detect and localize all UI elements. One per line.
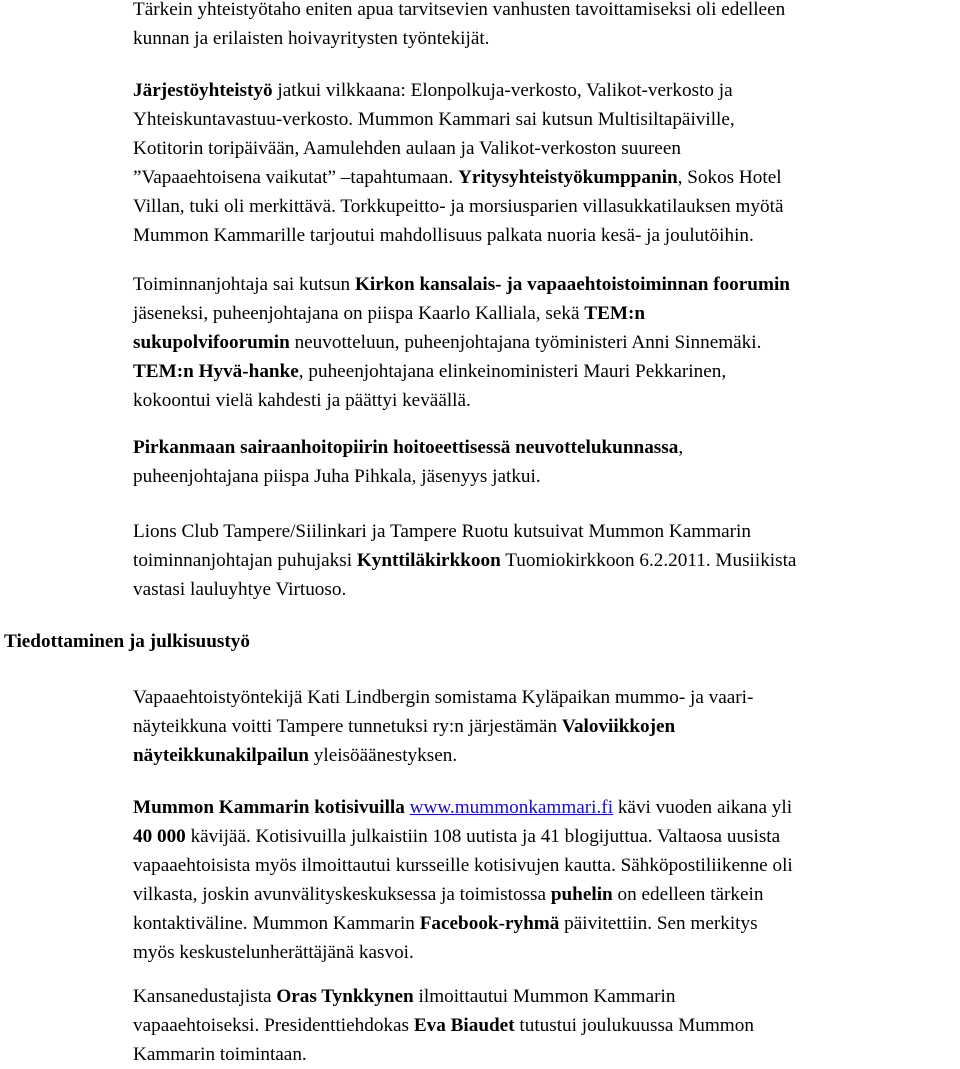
text-run: kunnan ja erilaisten hoivayritysten työntekijät. bbox=[133, 28, 490, 49]
bold-text: Oras Tynkkynen bbox=[276, 986, 414, 1007]
text-line bbox=[133, 546, 958, 575]
paragraph-politicians bbox=[133, 982, 958, 1069]
text-run: vapaaehtoiseksi. Presidenttiehdokas bbox=[133, 1015, 414, 1036]
text-line bbox=[133, 386, 958, 415]
text-line bbox=[133, 433, 958, 462]
text-run: jäseneksi, puheenjohtajana on piispa Kaarlo Kalliala, sekä bbox=[133, 303, 585, 324]
bold-text: Kirkon kansalais- ja vapaaehtoistoiminnan foorumin bbox=[354, 274, 790, 295]
bold-text: TEM:n Hyvä-hanke bbox=[133, 361, 299, 382]
text-run: Toiminnanjohtaja sai kutsun bbox=[133, 274, 355, 295]
section-heading: Tiedottaminen ja julkisuustyö bbox=[4, 631, 250, 652]
bold-text: Järjestöyhteistyö bbox=[133, 80, 273, 101]
paragraph-ethics-committee bbox=[133, 433, 958, 491]
bold-text: puhelin bbox=[550, 884, 613, 905]
text-line bbox=[133, 163, 958, 192]
text-run: päivitettiin. Sen merkitys bbox=[559, 913, 758, 934]
text-run: myös keskustelunherättäjänä kasvoi. bbox=[133, 942, 414, 963]
text-run: tutustui joulukuussa Mummon bbox=[514, 1015, 754, 1036]
text-run: ”Vapaaehtoisena vaikutat” –tapahtumaan. bbox=[133, 167, 458, 188]
text-run: yleisöäänestyksen. bbox=[308, 745, 458, 766]
text-run: kontaktiväline. Mummon Kammarin bbox=[133, 913, 420, 934]
text-line bbox=[133, 712, 958, 741]
text-run: kävijää. Kotisivuilla julkaistiin 108 uutista ja 41 blogijuttua. Valtaosa uusista bbox=[185, 826, 781, 847]
bold-text: näyteikkunakilpailun bbox=[133, 745, 309, 766]
text-run: , puheenjohtajana elinkeinoministeri Mauri Pekkarinen, bbox=[298, 361, 727, 382]
text-run: neuvotteluun, puheenjohtajana työministeri Anni Sinnemäki. bbox=[289, 332, 762, 353]
text-line bbox=[133, 982, 958, 1011]
text-line bbox=[133, 575, 958, 604]
text-line bbox=[133, 909, 958, 938]
text-line bbox=[133, 517, 958, 546]
text-run: toiminnanjohtajan puhujaksi bbox=[133, 550, 357, 571]
bold-text: Kynttiläkirkkoon bbox=[356, 550, 501, 571]
text-run: puheenjohtajana piispa Juha Pihkala, jäsenyys jatkui. bbox=[133, 466, 541, 487]
text-line bbox=[133, 741, 958, 770]
text-line bbox=[133, 822, 958, 851]
bold-text: Yritysyhteistyökumppanin bbox=[457, 167, 678, 188]
bold-text: Valoviikkojen bbox=[561, 716, 676, 737]
paragraph-forums bbox=[133, 270, 958, 415]
paragraph-partners bbox=[133, 0, 958, 53]
text-line bbox=[133, 192, 958, 221]
text-run: Yhteiskuntavastuu-verkosto. Mummon Kammari sai kutsun Multisiltapäiville, bbox=[133, 109, 735, 130]
text-line bbox=[133, 462, 958, 491]
text-run: Kansanedustajista bbox=[133, 986, 277, 1007]
text-line bbox=[133, 793, 958, 822]
text-run: näyteikkuna voitti Tampere tunnetuksi ry:n järjestämän bbox=[133, 716, 562, 737]
text-line bbox=[133, 328, 958, 357]
text-line bbox=[133, 1040, 958, 1069]
bold-text: Eva Biaudet bbox=[413, 1015, 515, 1036]
text-line bbox=[133, 134, 958, 163]
text-run: vilkasta, joskin avunvälityskeskuksessa ja toimistossa bbox=[133, 884, 551, 905]
text-run: vapaaehtoisista myös ilmoittautui kursseille kotisivujen kautta. Sähköpostiliikenne oli bbox=[133, 855, 793, 876]
bold-text: TEM:n bbox=[584, 303, 646, 324]
text-line bbox=[133, 1011, 958, 1040]
website-link[interactable]: www.mummonkammari.fi bbox=[409, 797, 614, 818]
bold-text: Pirkanmaan sairaanhoitopiirin hoitoeettisessä neuvottelukunnassa bbox=[133, 437, 679, 458]
text-line bbox=[133, 938, 958, 967]
text-run: Kammarin toimintaan. bbox=[133, 1044, 307, 1065]
bold-text: sukupolvifoorumin bbox=[133, 332, 290, 353]
text-run: Kotitorin toripäivään, Aamulehden aulaan ja Valikot-verkoston suureen bbox=[133, 138, 681, 159]
text-run: Vapaaehtoistyöntekijä Kati Lindbergin somistama Kyläpaikan mummo- ja vaari- bbox=[133, 687, 754, 708]
text-run: Tuomiokirkkoon 6.2.2011. Musiikista bbox=[500, 550, 797, 571]
paragraph-organization-cooperation bbox=[133, 76, 958, 250]
text-run: ilmoittautui Mummon Kammarin bbox=[413, 986, 676, 1007]
text-line bbox=[133, 299, 958, 328]
paragraph-window-contest bbox=[133, 683, 958, 770]
text-line bbox=[133, 76, 958, 105]
text-run: Mummon Kammarille tarjoutui mahdollisuus palkata nuoria kesä- ja joulutöihin. bbox=[133, 225, 754, 246]
text-run: jatkui vilkkaana: Elonpolkuja-verkosto, Valikot-verkosto ja bbox=[272, 80, 733, 101]
text-line bbox=[133, 270, 958, 299]
text-run: vastasi lauluyhtye Virtuoso. bbox=[133, 579, 347, 600]
text-run: Villan, tuki oli merkittävä. Torkkupeitto- ja morsiusparien villasukkatilauksen myötä bbox=[133, 196, 784, 217]
text-line bbox=[133, 851, 958, 880]
paragraph-lions-club bbox=[133, 517, 958, 604]
bold-text: Mummon Kammarin kotisivuilla bbox=[133, 797, 405, 818]
text-run: , Sokos Hotel bbox=[677, 167, 782, 188]
paragraph-website bbox=[133, 793, 958, 967]
text-line bbox=[133, 683, 958, 712]
text-line bbox=[133, 0, 958, 24]
text-run: Tärkein yhteistyötaho eniten apua tarvitsevien vanhusten tavoittamiseksi oli edelleen bbox=[133, 0, 786, 20]
bold-text: 40 000 bbox=[133, 826, 186, 847]
text-line bbox=[133, 221, 958, 250]
text-run: kokoontui vielä kahdesti ja päättyi keväällä. bbox=[133, 390, 471, 411]
text-run: , bbox=[678, 437, 684, 458]
text-line bbox=[133, 880, 958, 909]
bold-text: Facebook-ryhmä bbox=[419, 913, 560, 934]
text-line bbox=[133, 24, 958, 53]
text-run: kävi vuoden aikana yli bbox=[613, 797, 793, 818]
text-line bbox=[133, 357, 958, 386]
text-line bbox=[133, 105, 958, 134]
text-run: Lions Club Tampere/Siilinkari ja Tampere Ruotu kutsuivat Mummon Kammarin bbox=[133, 521, 751, 542]
text-run: on edelleen tärkein bbox=[612, 884, 764, 905]
